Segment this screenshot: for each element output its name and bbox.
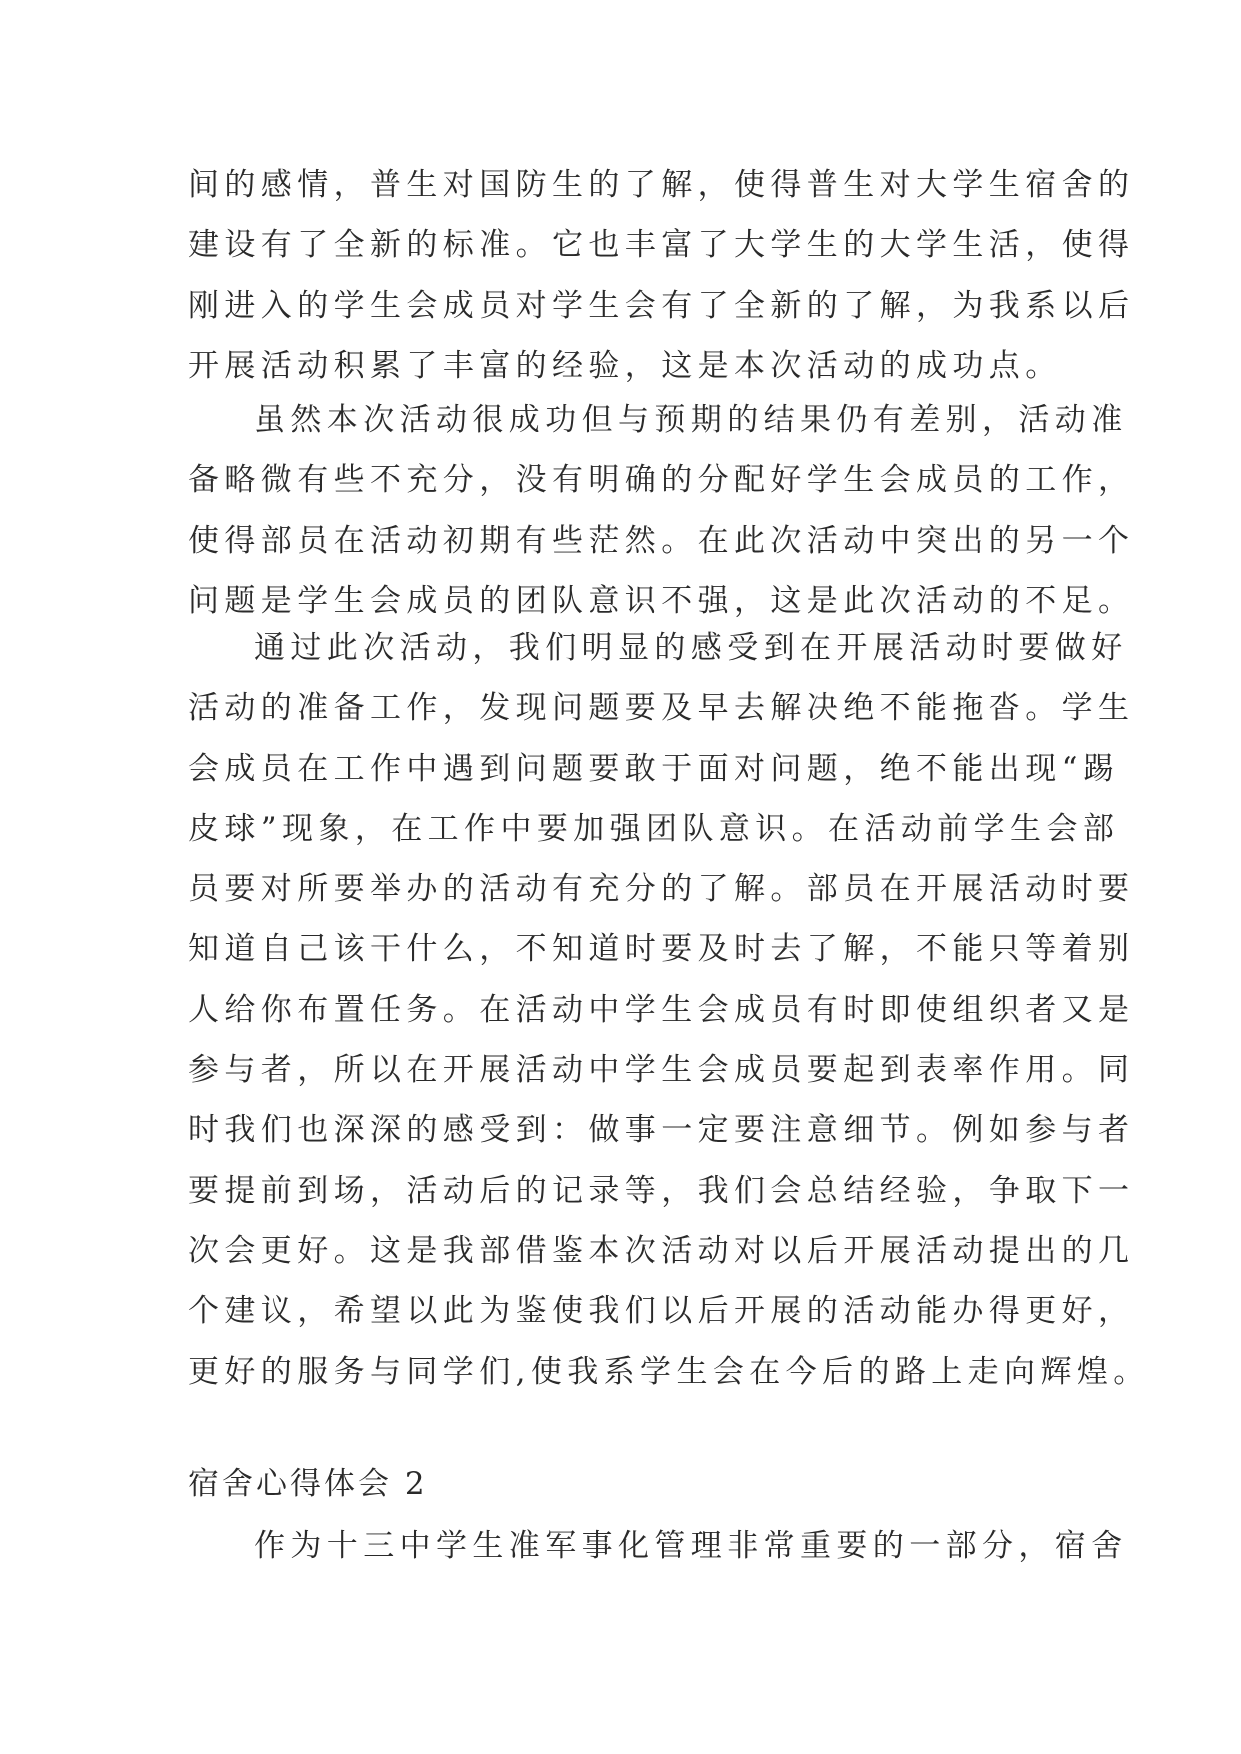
section-heading: 宿舍心得体会 2	[188, 1466, 428, 1502]
text-line: 通过此次活动，我们明显的感受到在开展活动时要做好	[254, 630, 1128, 666]
text-line: 时我们也深深的感受到：做事一定要注意细节。例如参与者	[188, 1112, 1135, 1149]
text-line: 员要对所要举办的活动有充分的了解。部员在开展活动时要	[188, 871, 1135, 908]
paragraph-4	[188, 1516, 1128, 1576]
text-line: 个建议，希望以此为鉴使我们以后开展的活动能办得更好，	[188, 1293, 1135, 1330]
text-line: 人给你布置任务。在活动中学生会成员有时即使组织者又是	[188, 991, 1135, 1028]
text-line: 次会更好。这是我部借鉴本次活动对以后开展活动提出的几	[188, 1232, 1135, 1269]
paragraph-2	[188, 390, 1135, 631]
text-line: 问题是学生会成员的团队意识不强，这是此次活动的不足。	[188, 582, 1135, 619]
text-line: 会成员在工作中遇到问题要敢于面对问题，绝不能出现“踢	[188, 750, 1120, 787]
text-line: 开展活动积累了丰富的经验，这是本次活动的成功点。	[188, 347, 1062, 384]
text-line: 皮球”现象，在工作中要加强团队意识。在活动前学生会部	[188, 810, 1120, 847]
text-line: 要提前到场，活动后的记录等，我们会总结经验，争取下一	[188, 1172, 1135, 1209]
text-line: 更好的服务与同学们,使我系学生会在今后的路上走向辉煌。	[188, 1353, 1150, 1390]
text-line: 间的感情，普生对国防生的了解，使得普生对大学生宿舍的	[188, 167, 1135, 203]
text-line: 备略微有些不充分，没有明确的分配好学生会成员的工作，	[188, 462, 1135, 499]
text-line: 作为十三中学生准军事化管理非常重要的一部分，宿舍	[254, 1528, 1128, 1564]
text-line: 刚进入的学生会成员对学生会有了全新的了解，为我系以后	[188, 287, 1135, 324]
text-line: 知道自己该干什么，不知道时要及时去了解，不能只等着别	[188, 931, 1135, 968]
text-line: 使得部员在活动初期有些茫然。在此次活动中突出的另一个	[188, 522, 1135, 559]
paragraph-3	[188, 618, 1150, 1402]
text-line: 参与者，所以在开展活动中学生会成员要起到表率作用。同	[188, 1052, 1135, 1089]
paragraph-1	[188, 155, 1135, 396]
text-line: 建设有了全新的标准。它也丰富了大学生的大学生活，使得	[188, 227, 1135, 264]
text-line: 活动的准备工作，发现问题要及早去解决绝不能拖沓。学生	[188, 690, 1135, 727]
text-line: 虽然本次活动很成功但与预期的结果仍有差别，活动准	[254, 402, 1128, 438]
